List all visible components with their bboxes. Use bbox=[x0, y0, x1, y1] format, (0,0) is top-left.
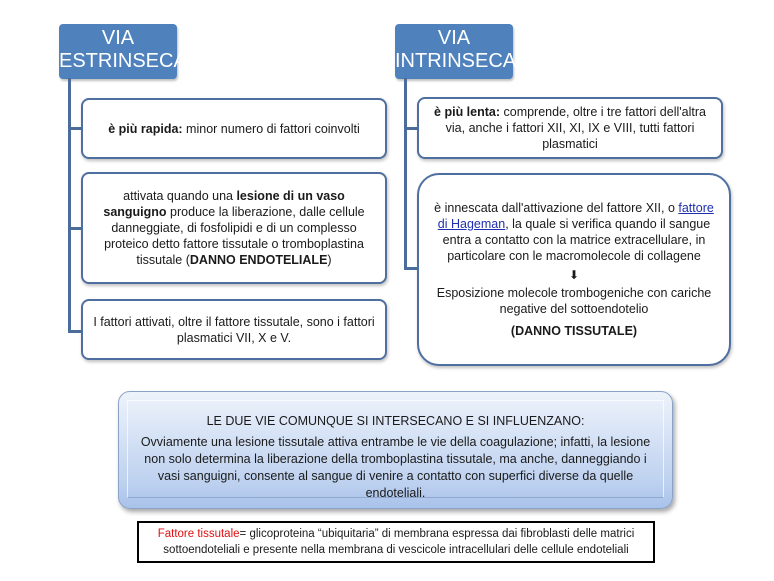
activation-text-b: produce la liberazione, dalle cellule danneggiate, di fosfolipidi e di un complesso proteico detto fattore tissutale o tromboplastina tissutale ( bbox=[104, 205, 365, 267]
trigger-text-b: , la quale si verifica quando il sangue entra a contatto con la matrice extracellulare, in particolare con le macromolecole di collagene bbox=[442, 217, 711, 263]
activation-bold-b: DANNO ENDOTELIALE bbox=[189, 253, 328, 267]
left-connector-vertical bbox=[68, 78, 71, 333]
hageman-link[interactable]: fattore di Hageman bbox=[437, 201, 714, 231]
intersect-box bbox=[118, 391, 673, 509]
left-connector-branch-2 bbox=[68, 227, 82, 230]
activation-bold-a: lesione di un vaso sanguigno bbox=[103, 189, 345, 219]
intrinseca-trigger-box bbox=[417, 173, 731, 366]
definition-text: = glicoproteina “ubiquitaria” di membrana espressa dai fibroblasti delle matrici sottoendoteliali e presente nella membrana di vescicole intracellulari delle cellule endoteliali bbox=[163, 528, 635, 556]
header-line-1: VIA bbox=[437, 27, 471, 49]
exposure-text: Esposizione molecole trombogeniche con cariche negative del sottoendotelio bbox=[436, 286, 712, 316]
header-line-1: VIA bbox=[101, 27, 135, 49]
speed-label: è più lenta: bbox=[434, 105, 501, 119]
down-arrow-icon: ⬇ bbox=[568, 268, 580, 282]
right-connector-vertical bbox=[404, 78, 407, 270]
via-estrinseca-header bbox=[59, 24, 187, 79]
intersect-inner bbox=[127, 400, 664, 498]
activation-text-c: ) bbox=[327, 253, 332, 267]
intrinseca-speed-box bbox=[417, 97, 723, 159]
estrinseca-activation-box bbox=[81, 172, 387, 284]
trigger-text-a: è innescata dall'attivazione del fattore XII, o bbox=[434, 201, 679, 215]
estrinseca-factors-box bbox=[81, 299, 387, 360]
danno-tissutale-label: (DANNO TISSUTALE) bbox=[510, 324, 638, 338]
left-connector-branch-1 bbox=[68, 127, 82, 130]
via-intrinseca-header bbox=[395, 24, 517, 79]
header-line-2: ESTRINSECA bbox=[59, 50, 187, 72]
speed-label: è più rapida: bbox=[108, 121, 183, 136]
speed-text: comprende, oltre i tre fattori dell'altra via, anche i fattori XII, XI, IX e VIII, tutti fattori plasmatici bbox=[445, 105, 706, 151]
activation-text-a: attivata quando una bbox=[123, 189, 237, 203]
right-connector-branch-1 bbox=[404, 127, 418, 130]
left-connector-branch-3 bbox=[68, 330, 82, 333]
definition-term: Fattore tissutale bbox=[157, 528, 240, 540]
estrinseca-speed-box bbox=[81, 98, 387, 159]
definition-note bbox=[137, 521, 655, 563]
right-connector-branch-2 bbox=[404, 267, 418, 270]
speed-text: minor numero di fattori coinvolti bbox=[182, 121, 360, 136]
factors-text: I fattori attivati, oltre il fattore tissutale, sono i fattori plasmatici VII, X e V. bbox=[93, 314, 375, 345]
header-line-2: INTRINSECA bbox=[395, 50, 517, 72]
intersect-body: Ovviamente una lesione tissutale attiva entrambe le vie della coagulazione; infatti, la lesione non solo determina la liberazione della tromboplastina tissutale, ma anche, danneggiando i vasi sanguigni, consente al sangue di venire a contatto con superfici diverse da quelle endoteliali. bbox=[140, 435, 651, 500]
intersect-title: LE DUE VIE COMUNQUE SI INTERSECANO E SI INFLUENZANO: bbox=[206, 414, 585, 428]
